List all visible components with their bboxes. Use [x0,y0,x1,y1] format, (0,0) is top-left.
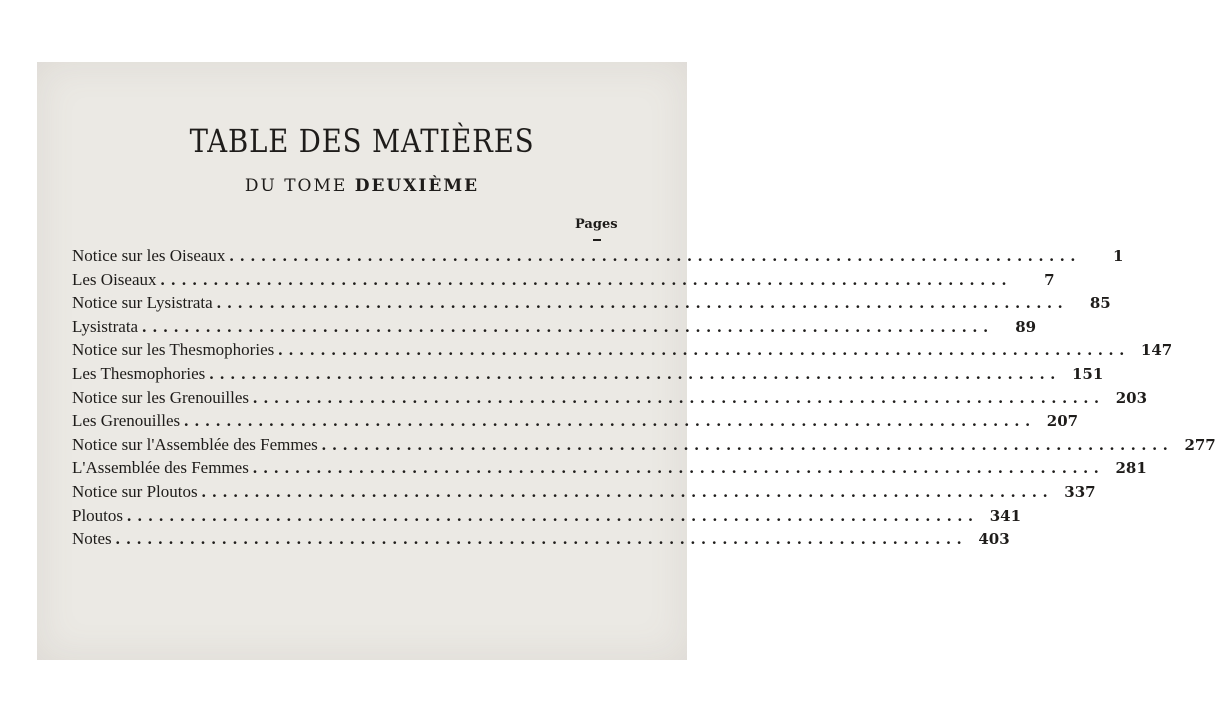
toc-entry-title: Notice sur les Thesmophories [72,340,275,360]
table-of-contents [72,246,1216,553]
toc-entry [72,481,1096,506]
toc-entry [72,293,1111,317]
toc-entry [72,269,1055,294]
toc-entry-page: 1 [1113,247,1124,265]
toc-entry-title: Notice sur Ploutos [72,481,198,501]
dot-leader: ................................................................................ [253,387,1106,407]
toc-entry [72,316,1037,341]
toc-entry-title: Notice sur l'Assemblée des Femmes [72,434,318,454]
toc-entry-page: 85 [1089,294,1111,313]
toc-entry [72,505,1022,530]
toc-entry-title: Notice sur les Oiseaux [72,246,226,265]
dot-leader: ................................................................................ [184,411,1037,431]
toc-entry-title: L'Assemblée des Femmes [72,458,249,478]
toc-entry-page: 281 [1115,459,1147,478]
toc-entry-title: Notice sur Lysistrata [72,293,213,313]
book-page [37,62,1216,660]
dot-leader: ................................................................................ [321,434,1174,454]
subtitle-emphasis: DEUXIÈME [354,176,480,196]
toc-entry-page: 7 [1044,270,1055,289]
dot-leader: ................................................................................ [127,505,980,525]
toc-entry-title: Les Grenouilles [72,411,181,431]
pages-column-header: Pages [575,217,618,232]
dot-leader: ................................................................................ [209,363,1062,383]
dot-leader: ................................................................................ [142,316,995,336]
toc-entry [72,340,1173,364]
toc-entry-page: 341 [989,506,1022,525]
toc-entry-page: 207 [1046,412,1079,431]
toc-entry-title: Lysistrata [72,316,139,336]
dot-leader: ................................................................................ [252,458,1105,478]
toc-entry [72,458,1147,482]
toc-entry-page: 151 [1072,364,1104,383]
dot-leader: ................................................................................ [201,481,1054,501]
toc-entry [72,434,1216,459]
toc-entry-page: 337 [1064,482,1096,501]
toc-entry-title: Les Thesmophories [72,363,206,383]
toc-entry-page: 203 [1115,388,1148,407]
pages-header-rule [593,239,601,241]
toc-entry [72,363,1104,388]
dot-leader: ................................................................................ [229,246,1082,265]
dot-leader: ................................................................................ [160,269,1013,289]
dot-leader: ................................................................................ [115,529,968,549]
toc-entry [72,387,1148,412]
dot-leader: ................................................................................ [216,293,1069,313]
toc-entry-page: 403 [978,530,1010,549]
toc-entry-page: 277 [1184,435,1216,454]
toc-entry [72,411,1079,435]
page-title: TABLE DES MATIÈRES [189,122,535,160]
toc-entry-title: Ploutos [72,505,124,525]
toc-entry-title: Les Oiseaux [72,269,157,289]
page-subtitle [37,176,687,196]
toc-entry-page: 147 [1140,341,1173,360]
toc-entry-page: 89 [1015,317,1037,336]
toc-entry [72,529,1010,553]
dot-leader: ................................................................................ [278,340,1131,360]
subtitle-prefix: DU TOME [244,176,348,196]
toc-entry-title: Notes [72,529,112,549]
toc-entry-title: Notice sur les Grenouilles [72,387,250,407]
toc-entry [72,246,1124,270]
